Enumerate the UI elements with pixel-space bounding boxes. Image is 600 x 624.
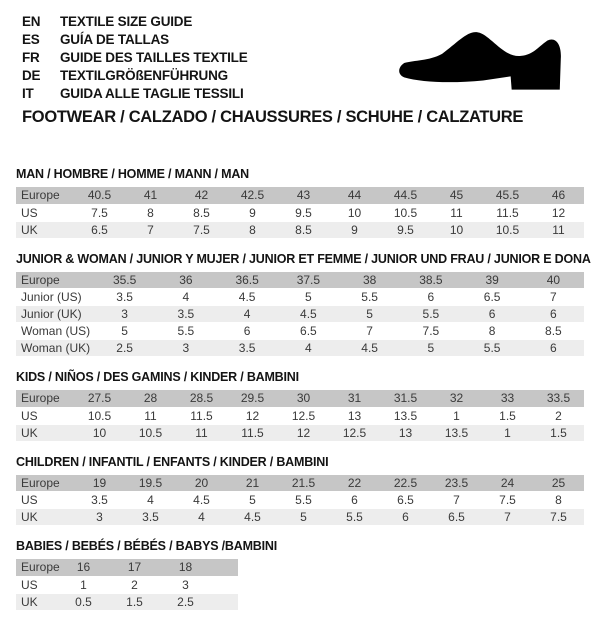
size-row [16,390,584,407]
size-cell: 8.5 [278,221,329,238]
size-cell: 12 [227,407,278,424]
size-cell: 46 [533,187,584,204]
size-cell: 13.5 [380,407,431,424]
size-cell: 19 [74,475,125,492]
row-label: Europe [16,272,94,289]
size-cell: 4.5 [278,306,339,323]
size-cell: 13 [380,424,431,441]
size-cell: 36.5 [217,272,278,289]
size-cell: 3.5 [94,289,155,306]
size-table-man [16,167,584,239]
size-table-title: KIDS / NIÑOS / DES GAMINS / KINDER / BAMBINI [16,370,299,384]
row-label: UK [16,593,58,610]
size-cell: 10.5 [74,407,125,424]
size-cell: 5 [278,509,329,526]
size-cell: 4 [278,340,339,357]
size-row [16,306,584,323]
size-cell: 9.5 [278,204,329,221]
size-cell: 24 [482,475,533,492]
size-row [16,340,584,357]
size-cell: 8.5 [176,204,227,221]
size-row [16,187,584,204]
size-cell: 1 [431,407,482,424]
size-cell: 4 [125,492,176,509]
size-table-children [16,455,584,527]
size-cell: 11 [431,204,482,221]
size-cell: 20 [176,475,227,492]
size-row [16,221,584,238]
size-cell: 10.5 [125,424,176,441]
size-cell: 12 [533,204,584,221]
size-cell: 10 [74,424,125,441]
language-code: ES [22,31,40,47]
size-cell: 37.5 [278,272,339,289]
row-label: UK [16,424,74,441]
size-row [16,272,584,289]
size-cell: 10 [431,221,482,238]
row-label: Europe [16,559,58,576]
size-row [16,509,584,526]
size-cell: 11.5 [227,424,278,441]
size-cell: 35.5 [94,272,155,289]
size-cell: 40 [523,272,584,289]
size-cell: 12.5 [278,407,329,424]
size-cell: 9 [329,221,380,238]
size-cell: 5 [278,289,339,306]
size-cell: 6 [329,492,380,509]
size-table-kids [16,370,584,442]
size-table-title: BABIES / BEBÉS / BÉBÉS / BABYS /BAMBINI [16,539,277,553]
size-table-babies [16,539,584,611]
row-label: UK [16,221,74,238]
size-cell: 4 [155,289,216,306]
size-cell: 5.5 [462,340,523,357]
language-row-de [22,66,248,84]
language-code: IT [22,85,34,101]
size-cell: 6.5 [278,323,339,340]
language-code: DE [22,67,41,83]
size-cell: 22.5 [380,475,431,492]
language-label: GUIDA ALLE TAGLIE TESSILI [60,85,244,101]
language-label: GUIDE DES TAILLES TEXTILE [60,49,248,65]
size-cell: 21.5 [278,475,329,492]
size-cell: 6 [380,509,431,526]
size-cell: 29.5 [227,390,278,407]
size-row [16,289,584,306]
row-label: US [16,407,74,424]
size-cell: 4.5 [227,509,278,526]
filler-cell [211,593,238,610]
size-cell: 6.5 [380,492,431,509]
size-cell: 12 [278,424,329,441]
language-label: TEXTILE SIZE GUIDE [60,13,193,29]
row-label: Woman (UK) [16,340,94,357]
size-cell: 6 [217,323,278,340]
size-cell: 27.5 [74,390,125,407]
size-cell: 6 [523,340,584,357]
size-cell: 3.5 [217,340,278,357]
size-cell: 1 [482,424,533,441]
language-row-en [22,12,248,30]
row-label: Junior (UK) [16,306,94,323]
row-label: Europe [16,475,74,492]
size-cell: 44.5 [380,187,431,204]
row-label: Europe [16,390,74,407]
size-cell: 7.5 [482,492,533,509]
size-cell: 42.5 [227,187,278,204]
size-cell: 1.5 [533,424,584,441]
size-cell: 7 [339,323,400,340]
row-label: Junior (US) [16,289,94,306]
size-cell: 6 [400,289,461,306]
size-cell: 7 [482,509,533,526]
size-cell: 3.5 [125,509,176,526]
size-cell: 31 [329,390,380,407]
row-label: US [16,204,74,221]
size-table-title: CHILDREN / INFANTIL / ENFANTS / KINDER / BAMBINI [16,454,329,469]
language-row-es [22,30,248,48]
size-cell: 1.5 [482,407,533,424]
size-row [16,407,584,424]
size-table-junior-woman [16,251,591,358]
size-cell: 38.5 [400,272,461,289]
size-cell: 13 [329,407,380,424]
size-cell: 10.5 [482,221,533,238]
size-cell: 7.5 [176,221,227,238]
size-cell: 36 [155,272,216,289]
size-cell: 7.5 [74,204,125,221]
row-label: Europe [16,187,74,204]
row-label: Woman (US) [16,323,94,340]
size-grid-babies [16,559,238,611]
size-cell: 19.5 [125,475,176,492]
size-row [16,492,584,509]
size-cell: 31.5 [380,390,431,407]
size-row [16,424,584,441]
size-cell: 17 [109,559,160,576]
size-cell: 6.5 [431,509,482,526]
size-cell: 3 [160,576,211,593]
size-cell: 7.5 [533,509,584,526]
size-cell: 28 [125,390,176,407]
size-cell: 8.5 [523,323,584,340]
language-code: EN [22,13,41,29]
size-cell: 3 [94,306,155,323]
size-cell: 45 [431,187,482,204]
size-cell: 11.5 [176,407,227,424]
size-cell: 40.5 [74,187,125,204]
size-cell: 6.5 [462,289,523,306]
size-cell: 4.5 [217,289,278,306]
filler-cell [211,559,238,576]
size-row [16,475,584,492]
row-label: US [16,492,74,509]
size-cell: 9 [227,204,278,221]
size-cell: 33 [482,390,533,407]
size-cell: 28.5 [176,390,227,407]
size-cell: 11 [533,221,584,238]
size-cell: 8 [533,492,584,509]
size-cell: 4.5 [339,340,400,357]
size-cell: 39 [462,272,523,289]
size-cell: 12.5 [329,424,380,441]
filler-cell [211,576,238,593]
dress-shoe-icon [396,28,570,94]
size-cell: 11 [176,424,227,441]
size-cell: 21 [227,475,278,492]
size-cell: 6 [462,306,523,323]
size-cell: 44 [329,187,380,204]
size-grid-children [16,475,584,527]
size-cell: 9.5 [380,221,431,238]
size-cell: 7 [431,492,482,509]
size-cell: 5.5 [329,509,380,526]
language-label: GUÍA DE TALLAS [60,31,169,47]
size-cell: 41 [125,187,176,204]
row-label: US [16,576,58,593]
size-cell: 18 [160,559,211,576]
size-cell: 5 [227,492,278,509]
size-cell: 1.5 [109,593,160,610]
size-row [16,204,584,221]
size-cell: 5.5 [278,492,329,509]
size-cell: 30 [278,390,329,407]
language-code: FR [22,49,40,65]
size-grid-junior-woman [16,272,584,358]
size-cell: 33.5 [533,390,584,407]
size-cell: 7 [523,289,584,306]
size-cell: 8 [125,204,176,221]
size-table-title: MAN / HOMBRE / HOMME / MANN / MAN [16,167,249,181]
size-cell: 8 [227,221,278,238]
size-cell: 16 [58,559,109,576]
size-cell: 5.5 [400,306,461,323]
size-cell: 10.5 [380,204,431,221]
size-cell: 3 [74,509,125,526]
size-grid-kids [16,390,584,442]
size-cell: 5 [400,340,461,357]
size-cell: 2.5 [94,340,155,357]
size-cell: 43 [278,187,329,204]
size-cell: 7.5 [400,323,461,340]
size-cell: 38 [339,272,400,289]
row-label: UK [16,509,74,526]
size-grid-man [16,187,584,239]
size-tables [16,167,591,624]
size-cell: 32 [431,390,482,407]
size-cell: 42 [176,187,227,204]
size-cell: 2.5 [160,593,211,610]
size-cell: 22 [329,475,380,492]
category-title: FOOTWEAR / CALZADO / CHAUSSURES / SCHUHE / CALZATURE [22,108,524,126]
language-list [22,12,248,102]
size-cell: 8 [462,323,523,340]
language-label: TEXTILGRÖßENFÜHRUNG [60,67,228,83]
size-cell: 4 [176,509,227,526]
size-cell: 10 [329,204,380,221]
size-cell: 5 [94,323,155,340]
size-cell: 25 [533,475,584,492]
size-row [16,323,584,340]
size-cell: 45.5 [482,187,533,204]
language-row-fr [22,48,248,66]
size-cell: 3.5 [155,306,216,323]
size-row [16,559,238,576]
size-cell: 4 [217,306,278,323]
size-cell: 6.5 [74,221,125,238]
size-cell: 11.5 [482,204,533,221]
size-cell: 4.5 [176,492,227,509]
size-cell: 5 [339,306,400,323]
size-cell: 1 [58,576,109,593]
size-cell: 2 [533,407,584,424]
size-cell: 0.5 [58,593,109,610]
size-row [16,576,238,593]
size-cell: 5.5 [339,289,400,306]
size-cell: 23.5 [431,475,482,492]
size-cell: 6 [523,306,584,323]
size-cell: 2 [109,576,160,593]
size-cell: 3 [155,340,216,357]
size-cell: 13.5 [431,424,482,441]
size-row [16,593,238,610]
size-cell: 11 [125,407,176,424]
size-cell: 3.5 [74,492,125,509]
size-cell: 5.5 [155,323,216,340]
size-table-title: JUNIOR & WOMAN / JUNIOR Y MUJER / JUNIOR ET FEMME / JUNIOR UND FRAU / JUNIOR E DONA [16,251,591,266]
language-row-it [22,84,248,102]
size-cell: 7 [125,221,176,238]
